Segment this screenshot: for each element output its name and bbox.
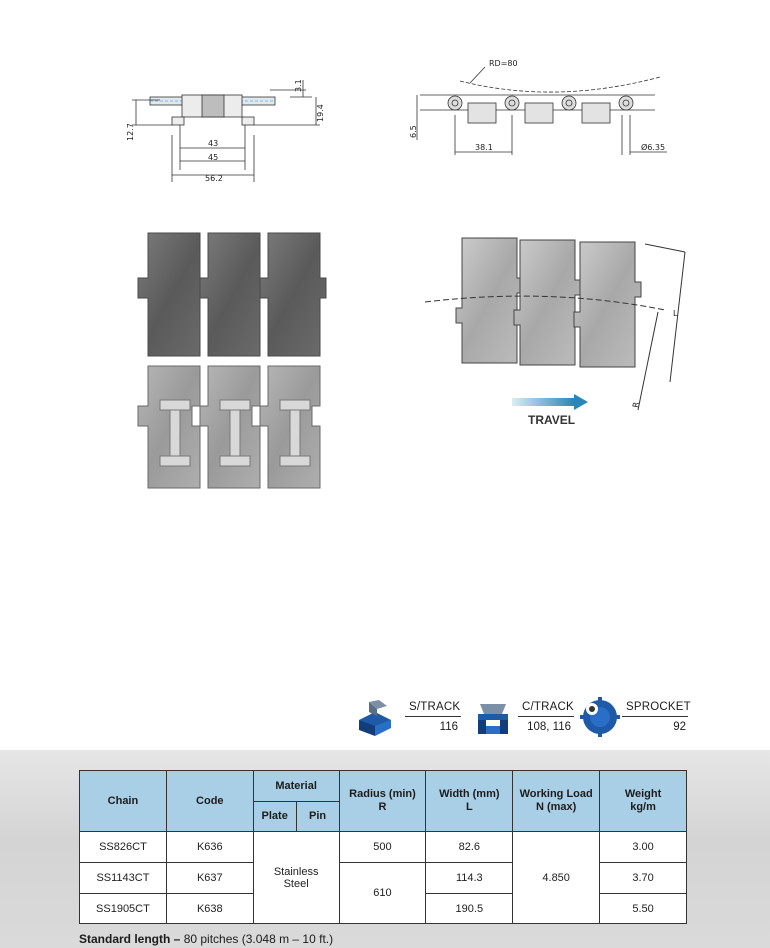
travel-arrow: [512, 398, 574, 406]
cell-weight: 3.00: [600, 832, 687, 863]
sprocket-underline: [622, 716, 688, 717]
cell-radius: 610: [339, 863, 426, 924]
cell-width: 114.3: [426, 863, 513, 894]
label-l: L: [673, 309, 678, 318]
strack-value: 116: [439, 721, 458, 733]
dim-45: 45: [208, 153, 219, 162]
side-view-drawing: [405, 55, 675, 165]
cell-width: 82.6: [426, 832, 513, 863]
standard-length-note: [79, 932, 333, 946]
dim-12-7: 12.7: [126, 123, 135, 141]
cell-chain: SS1143CT: [80, 863, 167, 894]
dim-rd80: RD=80: [489, 59, 518, 68]
cell-material: Stainless Steel: [253, 832, 339, 924]
ctrack-value: 108, 116: [527, 721, 571, 733]
table-row: [80, 832, 687, 863]
straight-track-icon: [355, 698, 397, 736]
col-radius: Radius (min) R: [339, 771, 426, 832]
ctrack-label: C/TRACK: [522, 701, 574, 713]
col-material: Material: [253, 771, 339, 802]
cell-weight: 5.50: [600, 894, 687, 924]
dim-43: 43: [208, 139, 219, 148]
col-plate: Plate: [253, 802, 296, 832]
sprocket-icon: [580, 697, 620, 737]
dim-6-5: 6.5: [409, 125, 418, 138]
spec-table: [79, 770, 687, 924]
cell-code: K637: [166, 863, 253, 894]
chain-product-photo: [130, 228, 330, 493]
cell-weight: 3.70: [600, 863, 687, 894]
dim-19-4: 19.4: [316, 104, 325, 122]
cell-chain: SS826CT: [80, 832, 167, 863]
std-length-value: 80 pitches (3.048 m – 10 ft.): [183, 932, 334, 946]
strack-label: S/TRACK: [409, 701, 461, 713]
col-pin: Pin: [296, 802, 339, 832]
dim-pin-diameter: Ø6.35: [641, 143, 666, 152]
dim-38-1: 38.1: [475, 143, 493, 152]
cell-load: 4.850: [513, 832, 600, 924]
sprocket-label: SPROCKET: [626, 701, 691, 713]
ctrack-underline: [518, 716, 574, 717]
travel-label: TRAVEL: [528, 413, 576, 427]
curve-track-icon: [474, 698, 514, 736]
cell-width: 190.5: [426, 894, 513, 924]
curve-chain-diagram: [420, 232, 695, 417]
col-load: Working Load N (max): [513, 771, 600, 832]
dim-56-2: 56.2: [205, 174, 223, 183]
sprocket-value: 92: [673, 721, 686, 733]
std-length-label: Standard length –: [79, 932, 181, 946]
cell-chain: SS1905CT: [80, 894, 167, 924]
cell-code: K638: [166, 894, 253, 924]
label-r: R: [631, 401, 641, 409]
cell-radius: 500: [339, 832, 426, 863]
col-chain: Chain: [80, 771, 167, 832]
cell-code: K636: [166, 832, 253, 863]
col-code: Code: [166, 771, 253, 832]
front-view-drawing: [120, 70, 340, 190]
dim-3-1: 3.1: [294, 79, 303, 92]
col-weight: Weight kg/m: [600, 771, 687, 832]
strack-underline: [405, 716, 461, 717]
col-width: Width (mm) L: [426, 771, 513, 832]
